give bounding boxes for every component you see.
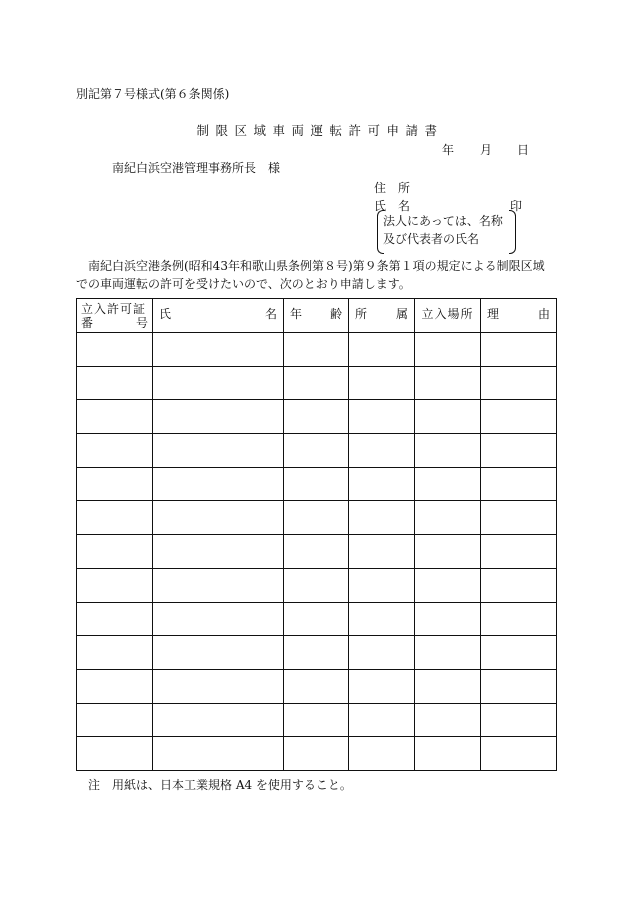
table-cell[interactable]	[481, 366, 557, 400]
table-cell[interactable]	[284, 501, 349, 535]
table-row	[77, 434, 557, 468]
header-place: 立入場所	[421, 307, 474, 321]
table-cell[interactable]	[415, 703, 481, 737]
table-cell[interactable]	[153, 366, 284, 400]
table-cell[interactable]	[284, 737, 349, 771]
table-cell[interactable]	[153, 669, 284, 703]
table-row	[77, 366, 557, 400]
header-reason-a: 理	[487, 307, 500, 321]
table-row	[77, 703, 557, 737]
corporate-note: 法人にあっては、名称及び代表者の氏名	[383, 214, 503, 246]
table-cell[interactable]	[481, 400, 557, 434]
table-cell[interactable]	[77, 636, 153, 670]
name-label: 氏 名	[374, 199, 411, 213]
header-age	[284, 299, 349, 333]
table-cell[interactable]	[481, 602, 557, 636]
table-cell[interactable]	[153, 434, 284, 468]
table-cell[interactable]	[349, 333, 415, 367]
table-cell[interactable]	[415, 400, 481, 434]
table-cell[interactable]	[481, 568, 557, 602]
date-day-label: 日	[517, 143, 530, 157]
table-cell[interactable]	[153, 400, 284, 434]
table-cell[interactable]	[153, 568, 284, 602]
table-cell[interactable]	[349, 602, 415, 636]
header-affiliation-b: 属	[395, 307, 408, 321]
table-cell[interactable]	[77, 669, 153, 703]
header-age-b: 齢	[329, 307, 342, 321]
table-cell[interactable]	[415, 568, 481, 602]
table-cell[interactable]	[415, 737, 481, 771]
table-cell[interactable]	[284, 602, 349, 636]
table-cell[interactable]	[349, 669, 415, 703]
table-cell[interactable]	[153, 467, 284, 501]
corporate-note-box	[377, 210, 516, 252]
seal-mark: 印	[510, 199, 523, 213]
table-cell[interactable]	[153, 535, 284, 569]
header-entry-place	[415, 299, 481, 333]
header-reason-b: 由	[537, 307, 550, 321]
table-cell[interactable]	[481, 636, 557, 670]
date-year-label: 年	[442, 143, 455, 157]
table-row	[77, 501, 557, 535]
table-cell[interactable]	[415, 434, 481, 468]
footnote: 注 用紙は、日本工業規格 A4 を使用すること。	[88, 778, 352, 792]
header-permit-number	[77, 299, 153, 333]
table-cell[interactable]	[349, 501, 415, 535]
table-row	[77, 400, 557, 434]
table-header-row	[77, 299, 557, 333]
table-cell[interactable]	[349, 636, 415, 670]
table-cell[interactable]	[77, 602, 153, 636]
table-body	[77, 333, 557, 771]
table-cell[interactable]	[77, 501, 153, 535]
table-row	[77, 602, 557, 636]
table-cell[interactable]	[284, 669, 349, 703]
table-cell[interactable]	[284, 366, 349, 400]
form-title: 制限区域車両運転許可申請書	[196, 123, 444, 138]
table-row	[77, 669, 557, 703]
table-cell[interactable]	[349, 400, 415, 434]
table-cell[interactable]	[284, 434, 349, 468]
table-cell[interactable]	[415, 366, 481, 400]
table-cell[interactable]	[284, 400, 349, 434]
table-row	[77, 333, 557, 367]
table-cell[interactable]	[415, 535, 481, 569]
table-cell[interactable]	[153, 333, 284, 367]
table-cell[interactable]	[349, 366, 415, 400]
table-cell[interactable]	[481, 669, 557, 703]
table-cell[interactable]	[284, 703, 349, 737]
header-permit-line2-a: 番	[81, 316, 94, 330]
table-cell[interactable]	[153, 602, 284, 636]
application-table	[76, 298, 557, 771]
table-cell[interactable]	[284, 535, 349, 569]
date-month-label: 月	[480, 143, 493, 157]
header-name-b: 名	[264, 307, 277, 321]
table-cell[interactable]	[481, 467, 557, 501]
table-cell[interactable]	[481, 737, 557, 771]
table-cell[interactable]	[77, 703, 153, 737]
table-row	[77, 568, 557, 602]
header-age-a: 年	[290, 307, 303, 321]
header-name-a: 氏	[159, 307, 172, 321]
addressee: 南紀白浜空港管理事務所長 様	[112, 161, 281, 175]
table-cell[interactable]	[415, 602, 481, 636]
header-reason	[481, 299, 557, 333]
table-cell[interactable]	[349, 568, 415, 602]
application-statement: 南紀白浜空港条例(昭和43年和歌山県条例第８号)第９条第１項の規定による制限区域での車両運転の許可を受けたいので、次のとおり申請します。	[76, 259, 545, 291]
table-cell[interactable]	[349, 467, 415, 501]
table-cell[interactable]	[349, 535, 415, 569]
table-row	[77, 636, 557, 670]
header-name	[153, 299, 284, 333]
table-cell[interactable]	[481, 333, 557, 367]
header-affiliation-a: 所	[355, 307, 368, 321]
table-cell[interactable]	[284, 568, 349, 602]
address-label: 住 所	[374, 181, 411, 195]
table-row	[77, 535, 557, 569]
header-permit-line1: 立入許可証	[81, 302, 147, 316]
table-cell[interactable]	[415, 669, 481, 703]
table-cell[interactable]	[77, 467, 153, 501]
table-cell[interactable]	[284, 467, 349, 501]
date-line	[442, 141, 529, 158]
table-cell[interactable]	[153, 636, 284, 670]
table-cell[interactable]	[153, 737, 284, 771]
table-cell[interactable]	[153, 703, 284, 737]
table-cell[interactable]	[77, 434, 153, 468]
form-number-label: 別記第７号様式(第６条関係)	[76, 87, 230, 101]
table-cell[interactable]	[153, 501, 284, 535]
table-cell[interactable]	[284, 636, 349, 670]
table-cell[interactable]	[349, 434, 415, 468]
table-cell[interactable]	[77, 333, 153, 367]
table-cell[interactable]	[415, 467, 481, 501]
table-cell[interactable]	[481, 434, 557, 468]
table-cell[interactable]	[415, 501, 481, 535]
table-cell[interactable]	[481, 703, 557, 737]
table-cell[interactable]	[415, 636, 481, 670]
table-cell[interactable]	[284, 333, 349, 367]
table-cell[interactable]	[415, 333, 481, 367]
table-cell[interactable]	[77, 568, 153, 602]
table-cell[interactable]	[349, 737, 415, 771]
table-cell[interactable]	[77, 737, 153, 771]
table-cell[interactable]	[349, 703, 415, 737]
table-cell[interactable]	[481, 501, 557, 535]
table-row	[77, 467, 557, 501]
table-cell[interactable]	[77, 400, 153, 434]
table-cell[interactable]	[77, 366, 153, 400]
table-cell[interactable]	[77, 535, 153, 569]
table-row	[77, 737, 557, 771]
header-permit-line2-b: 号	[135, 316, 148, 330]
table-cell[interactable]	[481, 535, 557, 569]
header-affiliation	[349, 299, 415, 333]
